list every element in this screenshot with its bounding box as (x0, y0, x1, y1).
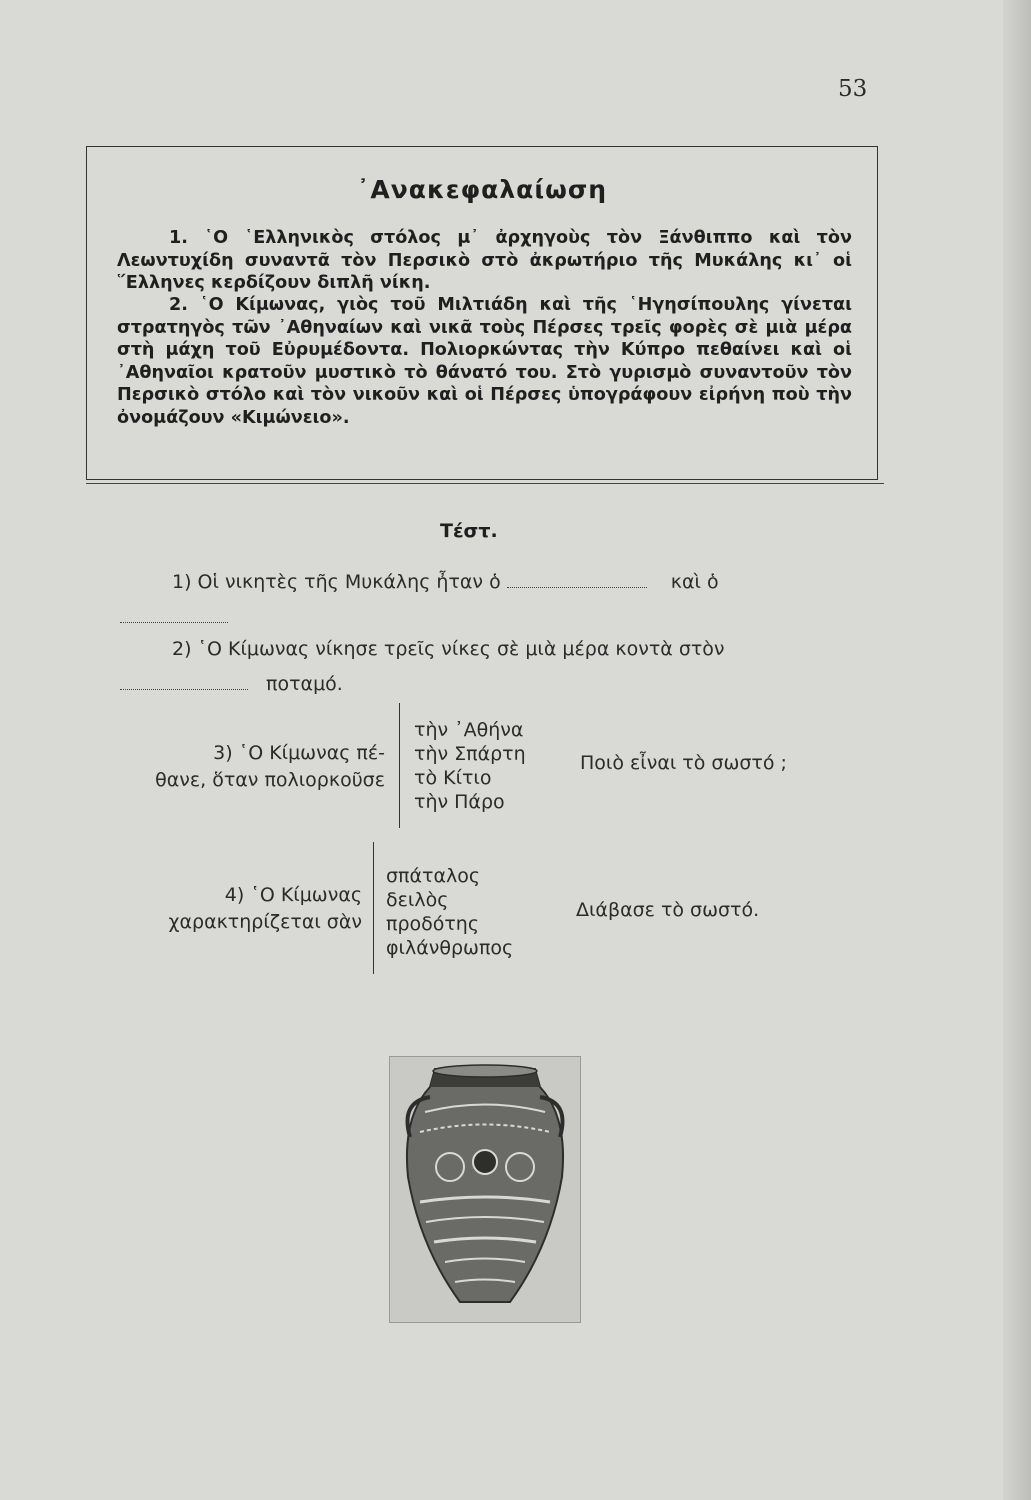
answer-blank[interactable] (507, 587, 647, 588)
page-number: 53 (838, 76, 868, 102)
option[interactable]: τὴν ᾿Αθήνα (414, 719, 524, 741)
question-4-options (386, 864, 513, 960)
question-1-continued (120, 606, 228, 628)
question-1-text-2: καὶ ὁ (670, 571, 719, 593)
summary-title: ᾿Ανακεφαλαίωση (356, 175, 608, 204)
option[interactable]: δειλὸς (386, 889, 449, 911)
question-3-line-2: θανε, ὅταν πολιορκοῦσε (155, 769, 385, 791)
divider (86, 483, 884, 484)
question-4-line-1: 4) ῾Ο Κίμωνας (224, 884, 362, 906)
test-title: Τέστ. (440, 520, 498, 542)
question-4-divider (373, 842, 374, 974)
question-4 (100, 882, 362, 936)
question-4-prompt: Διάβασε τὸ σωστό. (576, 899, 760, 921)
answer-blank[interactable] (120, 689, 248, 690)
question-4-line-2: χαρακτηρίζεται σὰν (168, 911, 362, 933)
question-1 (172, 571, 719, 593)
question-3 (120, 740, 385, 794)
page-edge (1003, 0, 1031, 1500)
question-1-text: 1) Οἱ νικητὲς τῆς Μυκάλης ἦταν ὁ (172, 571, 501, 593)
question-2 (172, 638, 725, 660)
question-3-line-1: 3) ῾Ο Κίμωνας πέ- (213, 742, 385, 764)
question-2-text: 2) ῾Ο Κίμωνας νίκησε τρεῖς νίκες σὲ μιὰ μέρα κοντὰ στὸν (172, 638, 725, 660)
summary-box (86, 146, 878, 480)
question-3-prompt: Ποιὸ εἶναι τὸ σωστό ; (580, 752, 787, 774)
option[interactable]: τὸ Κίτιο (414, 767, 492, 789)
option[interactable]: τὴν Πάρο (414, 791, 505, 813)
question-3-divider (399, 703, 400, 828)
amphora-photo (389, 1056, 581, 1323)
option[interactable]: φιλάνθρωπος (386, 937, 514, 959)
answer-blank[interactable] (120, 622, 228, 623)
option[interactable]: σπάταλος (386, 865, 480, 887)
question-3-options (414, 718, 526, 814)
summary-paragraph-2: 2. ῾Ο Κίμωνας, γιὸς τοῦ Μιλτιάδη καὶ τῆς ῾Ηγησίπουλης γίνεται στρατηγὸς τῶν ᾿Αθηναίων καὶ νικᾶ τοὺς Πέρσες τρεῖς φορὲς σὲ μιὰ μέρα στὴ μάχη τοῦ Εὐρυμέδοντα. Πολιορκώντας τὴν Κύπρο πεθαίνει καὶ οἱ ᾿Αθηναῖοι κρατοῦν μυστικὸ τὸ θάνατό του. Στὸ γυρισμὸ συναντοῦν τὸν Περσικὸ στόλο καὶ τὸν νικοῦν καὶ οἱ Πέρσες ὑπογράφουν εἰρήνη ποὺ τὴν ὀνομάζουν «Κιμώνειο». (117, 295, 852, 428)
question-2-continued (120, 673, 343, 695)
option[interactable]: προδότης (386, 913, 480, 935)
amphora-vase-icon (390, 1057, 580, 1322)
question-2-text-2: ποταμό. (266, 673, 343, 695)
option[interactable]: τὴν Σπάρτη (414, 743, 526, 765)
summary-paragraph-1: 1. ῾Ο ῾Ελληνικὸς στόλος μ᾿ ἀρχηγοὺς τὸν Ξάνθιππο καὶ τὸν Λεωντυχίδη συναντᾶ τὸν Περσικὸ στὸ ἀκρωτήριο τῆς Μυκάλης κι᾿ οἱ ῞Ελληνες κερδίζουν διπλῆ νίκη. (117, 228, 852, 293)
